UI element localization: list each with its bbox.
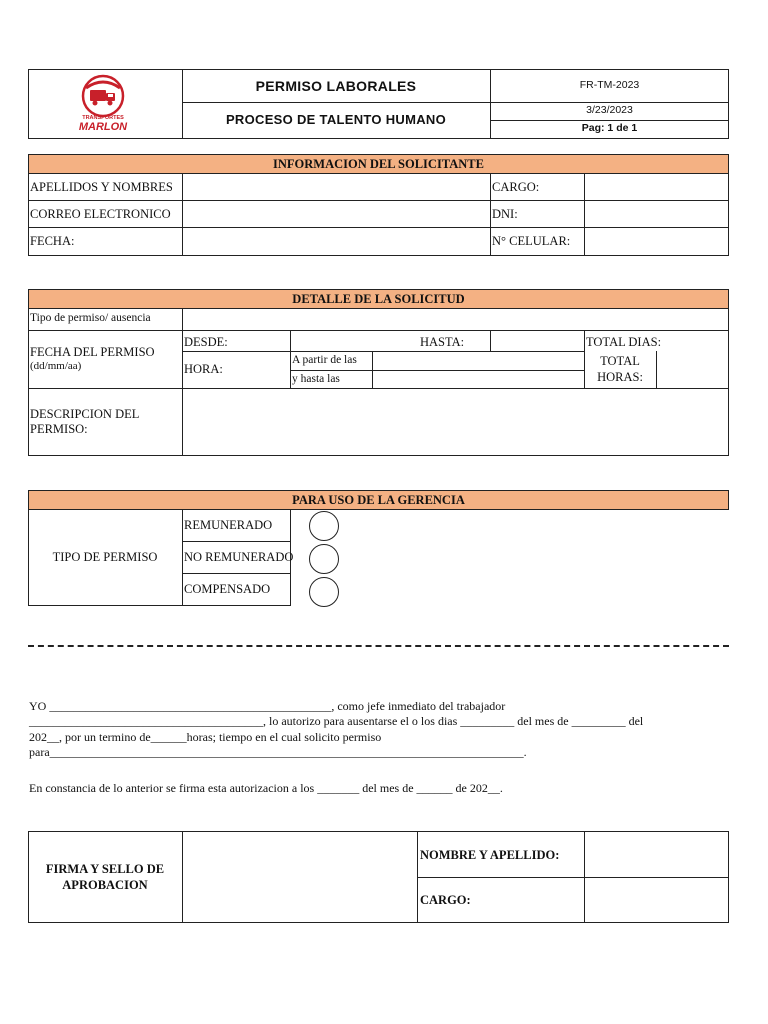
fecha-formato-label: (dd/mm/aa) — [30, 360, 82, 372]
dni-field[interactable] — [585, 201, 728, 227]
autorizacion-line-3: 202__, por un termino de______horas; tiempo en el cual solicito permiso — [29, 730, 382, 744]
firma-nombre-field[interactable] — [585, 832, 728, 877]
a-partir-label: A partir de las — [292, 354, 357, 366]
cargo-label: CARGO: — [492, 180, 540, 194]
total-horas-label-1: TOTAL — [600, 354, 640, 368]
firma-nombre-label: NOMBRE Y APELLIDO: — [420, 848, 560, 862]
descripcion-label-1: DESCRIPCION DEL — [30, 407, 140, 421]
fecha-label: FECHA: — [30, 234, 75, 248]
option-compensado-radio[interactable] — [309, 577, 339, 607]
firma-label-2: APROBACION — [62, 878, 148, 892]
form-code: FR-TM-2023 — [579, 79, 640, 91]
autorizacion-line-1: YO _______________________________________________, como jefe inmediato del trabajador — [29, 699, 506, 713]
nombres-field[interactable] — [183, 174, 489, 200]
dni-label: DNI: — [492, 207, 518, 221]
firma-cargo-label: CARGO: — [420, 893, 471, 907]
gerencia-header: PARA USO DE LA GERENCIA — [28, 490, 729, 510]
form-date: 3/23/2023 — [586, 104, 633, 116]
desde-label: DESDE: — [184, 335, 228, 349]
option-remunerado-radio[interactable] — [309, 511, 339, 541]
fecha-field[interactable] — [183, 228, 489, 255]
logo-top-text: TRANSPORTES — [82, 115, 124, 121]
firma-sello-field[interactable] — [183, 832, 416, 922]
option-no-remunerado-radio[interactable] — [309, 544, 339, 574]
autorizacion-line-4: para_______________________________________________________________________________. — [29, 745, 527, 759]
y-hasta-label: y hasta las — [292, 373, 340, 385]
hasta-field[interactable] — [491, 331, 583, 351]
total-horas-field[interactable] — [657, 352, 728, 388]
cut-line-divider — [28, 645, 729, 647]
solicitante-header: INFORMACION DEL SOLICITANTE — [28, 154, 729, 174]
hora-fin-field[interactable] — [373, 371, 583, 388]
hora-inicio-field[interactable] — [373, 352, 583, 370]
form-subtitle: PROCESO DE TALENTO HUMANO — [225, 112, 447, 127]
form-title: PERMISO LABORALES — [255, 78, 417, 94]
company-logo — [70, 74, 136, 136]
autorizacion-line-2: _______________________________________, lo autorizo para ausentarse el o los dias _________ del mes de _________ del — [29, 714, 644, 728]
firma-cargo-field[interactable] — [585, 878, 728, 922]
detalle-header: DETALLE DE LA SOLICITUD — [28, 289, 729, 309]
descripcion-field[interactable] — [183, 389, 728, 455]
nombres-label: APELLIDOS Y NOMBRES — [30, 181, 173, 194]
fecha-permiso-label: FECHA DEL PERMISO — [30, 345, 155, 359]
total-horas-label-2: HORAS: — [597, 370, 643, 384]
total-dias-label: TOTAL DIAS: — [586, 335, 662, 349]
correo-label: CORREO ELECTRONICO — [30, 208, 171, 221]
tipo-permiso-label: Tipo de permiso/ ausencia — [30, 312, 151, 324]
correo-field[interactable] — [183, 201, 489, 227]
constancia-text: En constancia de lo anterior se firma esta autorizacion a los _______ del mes de ______ de 202__. — [29, 781, 503, 795]
celular-label: N° CELULAR: — [492, 234, 571, 248]
option-remunerado-label: REMUNERADO — [184, 518, 273, 532]
cargo-field[interactable] — [585, 174, 728, 200]
hora-label: HORA: — [184, 362, 223, 376]
option-compensado-label: COMPENSADO — [184, 582, 271, 596]
hasta-label: HASTA: — [420, 335, 465, 349]
logo-brand-text: MARLON — [78, 121, 128, 133]
form-page: Pag: 1 de 1 — [581, 122, 638, 134]
option-no-remunerado-label: NO REMUNERADO — [184, 550, 294, 564]
firma-label-1: FIRMA Y SELLO DE — [45, 862, 165, 876]
tipo-permiso-gerencia-label: TIPO DE PERMISO — [52, 550, 158, 564]
descripcion-label-2: PERMISO: — [30, 422, 88, 436]
celular-field[interactable] — [585, 228, 728, 255]
tipo-permiso-field[interactable] — [183, 309, 728, 330]
